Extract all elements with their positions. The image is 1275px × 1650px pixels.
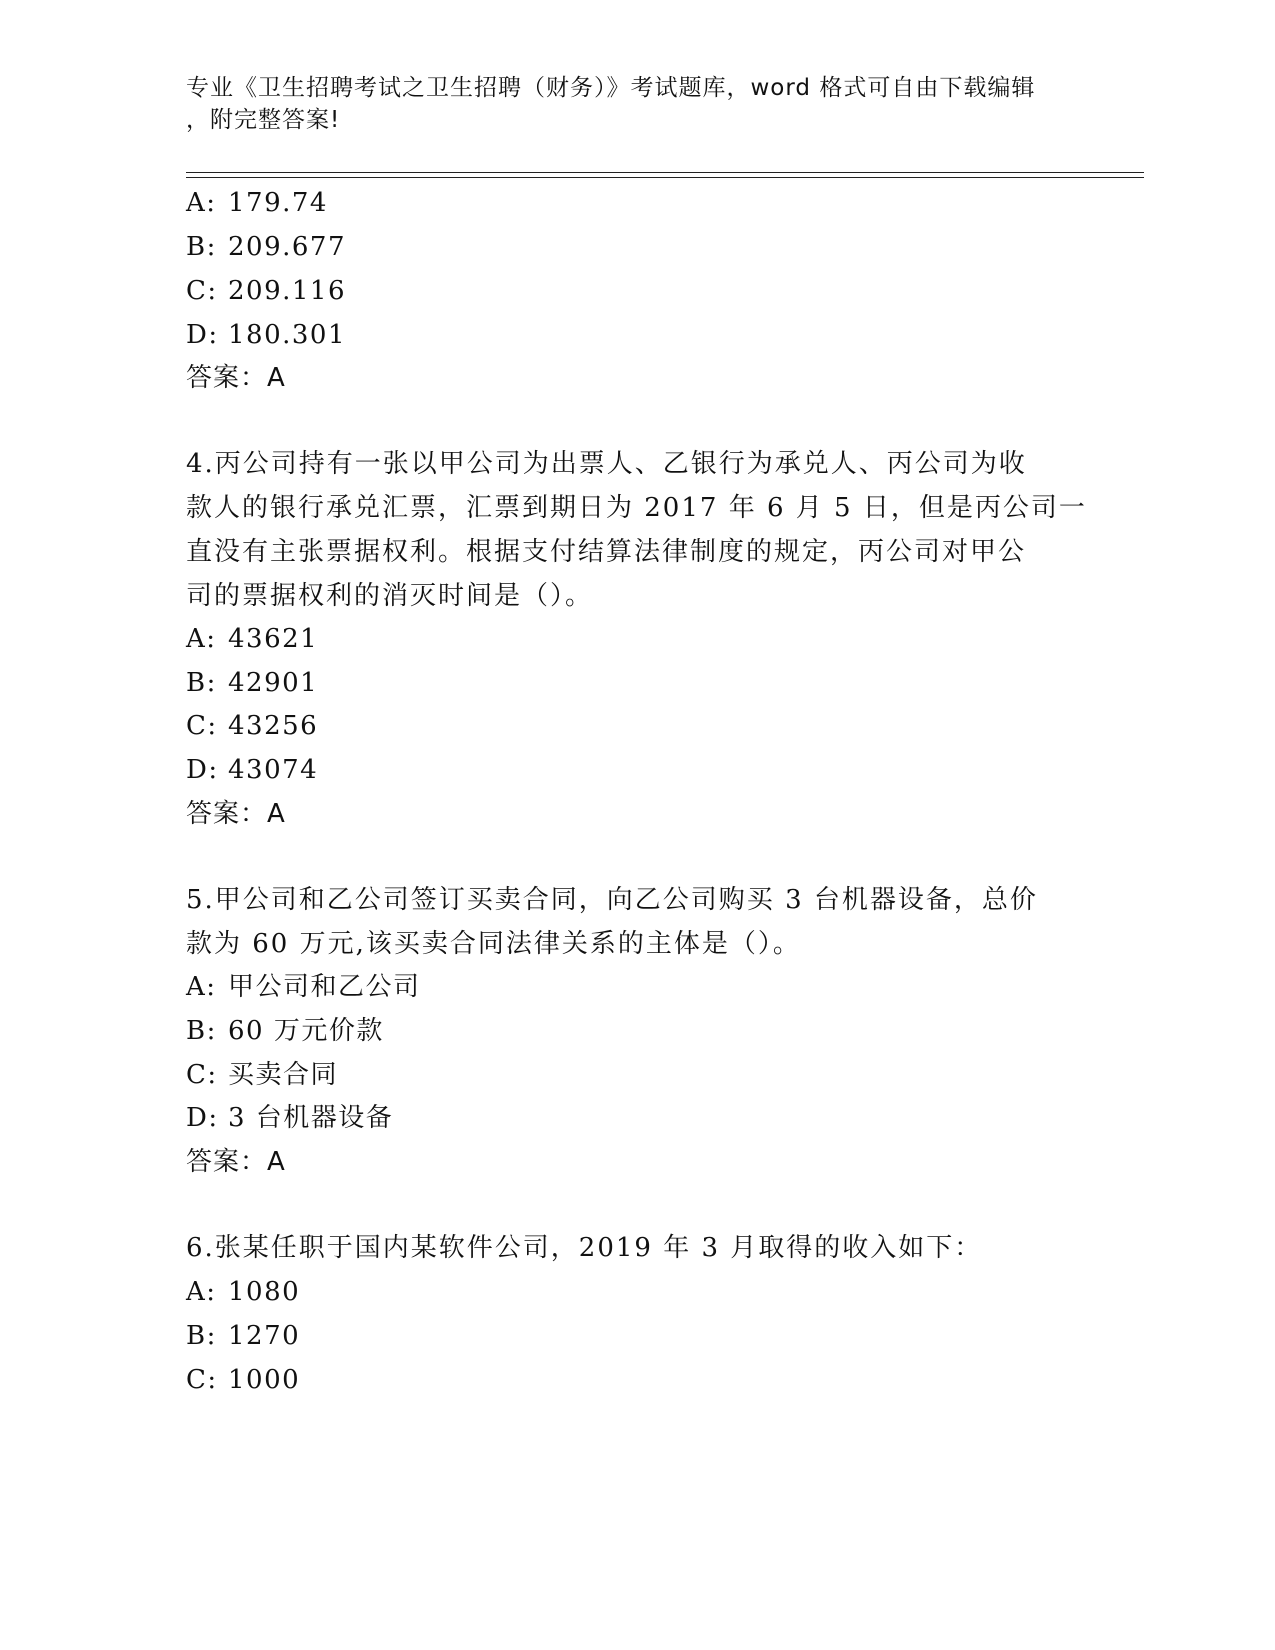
q4-option-a: A: 43621 xyxy=(186,624,319,654)
q4-option-c: C: 43256 xyxy=(186,711,319,741)
q4-stem-line-2: 款人的银行承兑汇票，汇票到期日为 2017 年 6 月 5 日，但是丙公司一 xyxy=(186,493,1087,523)
q4-option-d: D: 43074 xyxy=(186,755,319,785)
q5-stem-line-1: 5.甲公司和乙公司签订买卖合同，向乙公司购买 3 台机器设备，总价 xyxy=(186,885,1038,915)
q6-stem-line-1: 6.张某任职于国内某软件公司，2019 年 3 月取得的收入如下： xyxy=(186,1233,983,1263)
header-divider-top xyxy=(186,172,1144,173)
q6-option-a: A: 1080 xyxy=(186,1277,301,1307)
q6-option-c: C: 1000 xyxy=(186,1365,301,1395)
q5-option-b: B: 60 万元价款 xyxy=(186,1016,384,1046)
q3-option-d: D: 180.301 xyxy=(186,320,347,350)
header-divider-bottom xyxy=(186,177,1144,178)
q4-option-b: B: 42901 xyxy=(186,668,319,698)
q3-option-a: A: 179.74 xyxy=(186,188,328,218)
q4-stem-line-4: 司的票据权利的消灭时间是（）。 xyxy=(186,581,594,611)
q5-option-a: A: 甲公司和乙公司 xyxy=(186,972,421,1002)
document-header-line-2: ，附完整答案! xyxy=(186,107,341,133)
q3-option-c: C: 209.116 xyxy=(186,276,347,306)
q4-stem-line-3: 直没有主张票据权利。根据支付结算法律制度的规定，丙公司对甲公 xyxy=(186,537,1027,567)
q3-option-b: B: 209.677 xyxy=(186,232,347,262)
q4-stem-line-1: 4.丙公司持有一张以甲公司为出票人、乙银行为承兑人、丙公司为收 xyxy=(186,449,1027,479)
q5-stem-line-2: 款为 60 万元,该买卖合同法律关系的主体是（）。 xyxy=(186,929,801,959)
q6-option-b: B: 1270 xyxy=(186,1321,301,1351)
q5-answer: 答案：A xyxy=(186,1147,286,1177)
q4-answer: 答案：A xyxy=(186,799,286,829)
q5-option-d: D: 3 台机器设备 xyxy=(186,1103,394,1133)
document-header-line-1: 专业《卫生招聘考试之卫生招聘（财务）》考试题库，word 格式可自由下载编辑 xyxy=(186,75,1036,101)
q5-option-c: C: 买卖合同 xyxy=(186,1060,339,1090)
q3-answer: 答案：A xyxy=(186,363,286,393)
